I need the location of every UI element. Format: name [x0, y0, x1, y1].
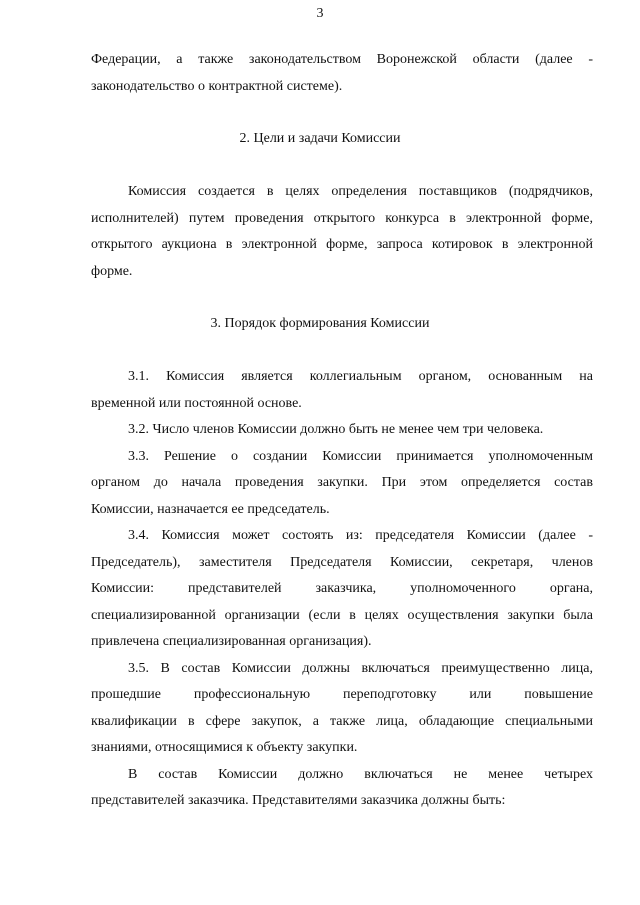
- text-line: органом до начала проведения закупки. При этом определяется состав: [91, 475, 593, 490]
- text-line: временной или постоянной основе.: [91, 395, 302, 411]
- text-line: Комиссии, назначается ее председатель.: [91, 501, 330, 517]
- text-line: 3.2. Число членов Комиссии должно быть не менее чем три человека.: [128, 422, 544, 437]
- text-line: открытого аукциона в электронной форме, запроса котировок в электронной: [91, 237, 593, 252]
- text-line: представителей заказчика. Представителями заказчика должны быть:: [91, 793, 506, 808]
- text-line: Комиссия создается в целях определения поставщиков (подрядчиков,: [128, 184, 593, 199]
- text-line: 3.3. Решение о создании Комиссии принимается уполномоченным: [128, 448, 593, 464]
- section-heading-2: 2. Цели и задачи Комиссии: [239, 131, 401, 146]
- section-heading-3: 3. Порядок формирования Комиссии: [210, 316, 430, 331]
- text-line: специализированной организации (если в целях осуществления закупки была: [91, 607, 593, 623]
- text-line: В состав Комиссии должно включаться не менее четырех: [128, 766, 593, 782]
- section2-paragraph: [91, 179, 593, 285]
- text-line: 3.1. Комиссия является коллегиальным органом, основанным на: [128, 369, 593, 384]
- text-line: квалификации в сфере закупок, а также лица, обладающие специальными: [91, 713, 593, 729]
- text-line: 3.5. В состав Комиссии должны включаться преимущественно лица,: [128, 660, 593, 676]
- text-line: форме.: [91, 263, 133, 279]
- section3-body: [91, 364, 593, 815]
- text-line: Председатель), заместителя Председателя Комиссии, секретаря, членов: [91, 554, 593, 570]
- text-line: Комиссии: представителей заказчика, уполномоченного органа,: [91, 581, 593, 596]
- text-line: знаниями, относящимися к объекту закупки.: [91, 740, 358, 755]
- text-line: законодательство о контрактной системе).: [91, 78, 343, 94]
- text-line: 3.4. Комиссия может состоять из: председателя Комиссии (далее -: [128, 528, 593, 543]
- text-line: исполнителей) путем проведения открытого конкурса в электронной форме,: [91, 210, 593, 226]
- text-line: прошедшие профессиональную переподготовку или повышение: [91, 687, 593, 702]
- text-line: привлечена специализированная организация).: [91, 634, 372, 649]
- page-number: 3: [316, 6, 324, 21]
- intro-paragraph: [91, 47, 593, 100]
- text-line: Федерации, а также законодательством Воронежской области (далее -: [91, 52, 593, 67]
